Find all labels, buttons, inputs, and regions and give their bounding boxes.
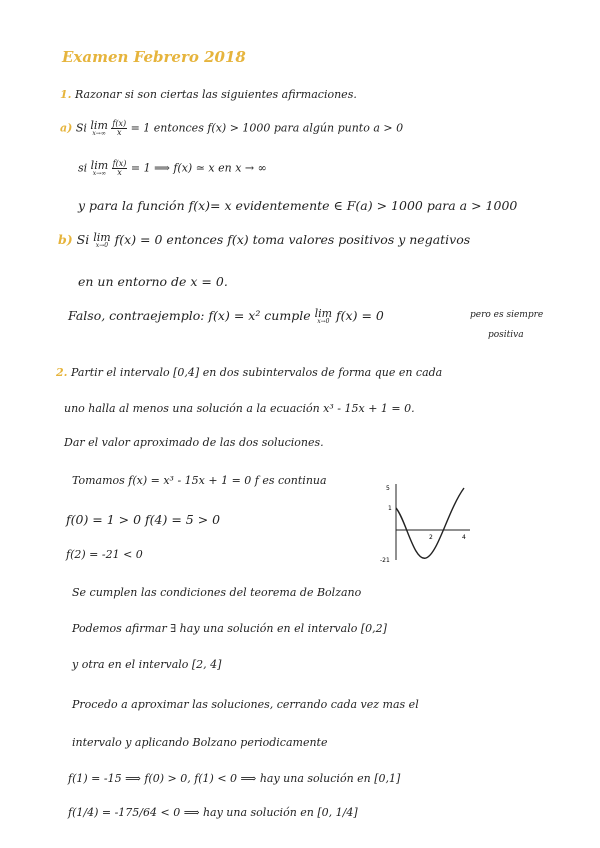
fraction-fx-over-x: $\frac{f(x)}{x}$	[112, 119, 127, 137]
note-positiva: positiva	[488, 330, 524, 340]
part-a-line-2	[78, 160, 267, 177]
part-a-implication: = 1 ⟹ f(x) ≃ x en x → ∞	[130, 161, 267, 175]
function-sketch-graph	[376, 480, 476, 566]
part-b-si: Si	[76, 232, 90, 247]
solution-line-4: Se cumplen las condiciones del teorema de Bolzano	[72, 586, 362, 599]
question-1	[60, 88, 357, 101]
graph-label-y-mid: 1	[388, 505, 392, 512]
page-title: Examen Febrero 2018	[62, 48, 246, 66]
part-a-statement: = 1 entonces f(x) > 1000 para algún punto a > 0	[130, 121, 404, 135]
question-2-line-3: Dar el valor aproximado de las dos soluciones.	[64, 436, 324, 449]
part-b-line-2: en un entorno de x = 0.	[78, 274, 228, 289]
limit-symbol-2: lim x→∞	[90, 159, 109, 177]
solution-line-5: Podemos afirmar ∃ hay una solución en el intervalo [0,2]	[72, 622, 387, 635]
limit-symbol: lim x→∞	[90, 119, 108, 137]
solution-line-6: y otra en el intervalo [2, 4]	[72, 658, 222, 671]
graph-label-y-top: 5	[386, 485, 390, 492]
part-b-statement: f(x) = 0 entonces f(x) toma valores positivos y negativos	[114, 232, 471, 247]
solution-line-2: f(0) = 1 > 0 f(4) = 5 > 0	[66, 512, 221, 527]
question-2-number: 2.	[56, 366, 68, 379]
part-a-line-1	[60, 120, 403, 137]
graph-label-y-bot: -21	[380, 557, 390, 564]
solution-line-9: f(1) = -15 ⟹ f(0) > 0, f(1) < 0 ⟹ hay una solución en [0,1]	[68, 772, 401, 785]
part-b-line-1	[58, 232, 470, 249]
question-1-statement: Razonar si son ciertas las siguientes afirmaciones.	[74, 88, 357, 101]
part-a-si: Si	[75, 121, 87, 135]
graph-label-x-end: 4	[462, 534, 466, 541]
limit-value: f(x) = 0	[336, 308, 384, 323]
solution-line-10: f(1/4) = -175/64 < 0 ⟹ hay una solución en [0, 1/4]	[68, 806, 358, 819]
solution-line-3: f(2) = -21 < 0	[66, 548, 143, 561]
part-b-line-3	[68, 308, 384, 325]
solution-line-1: Tomamos f(x) = x³ - 15x + 1 = 0 f es continua	[72, 474, 327, 487]
part-b-label: b)	[58, 232, 73, 247]
fraction-fx-over-x-2: $\frac{f(x)}{x}$	[112, 159, 127, 177]
limit-symbol-b: lim x→0	[93, 231, 111, 249]
part-a-line-3: y para la función f(x)= x evidentemente ∈ F(a) > 1000 para a > 1000	[78, 198, 518, 213]
solution-line-8: intervalo y aplicando Bolzano periodicamente	[72, 736, 328, 749]
question-2-text-1: Partir el intervalo [0,4] en dos subintervalos de forma que en cada	[70, 366, 443, 379]
note-siempre: pero es siempre	[470, 310, 544, 320]
graph-curve	[396, 488, 464, 558]
question-2-line-2: uno halla al menos una solución a la ecuación x³ - 15x + 1 = 0.	[64, 402, 415, 415]
counterexample: Falso, contraejemplo: f(x) = x² cumple	[68, 308, 311, 323]
question-1-number: 1.	[60, 88, 72, 101]
part-a-si-2: si	[78, 161, 88, 175]
graph-label-x-mid: 2	[429, 534, 433, 541]
question-2-line-1	[56, 366, 442, 379]
solution-line-7: Procedo a aproximar las soluciones, cerrando cada vez mas el	[72, 698, 419, 711]
limit-symbol-b2: lim x→0	[314, 307, 333, 325]
part-a-label: a)	[60, 121, 73, 135]
